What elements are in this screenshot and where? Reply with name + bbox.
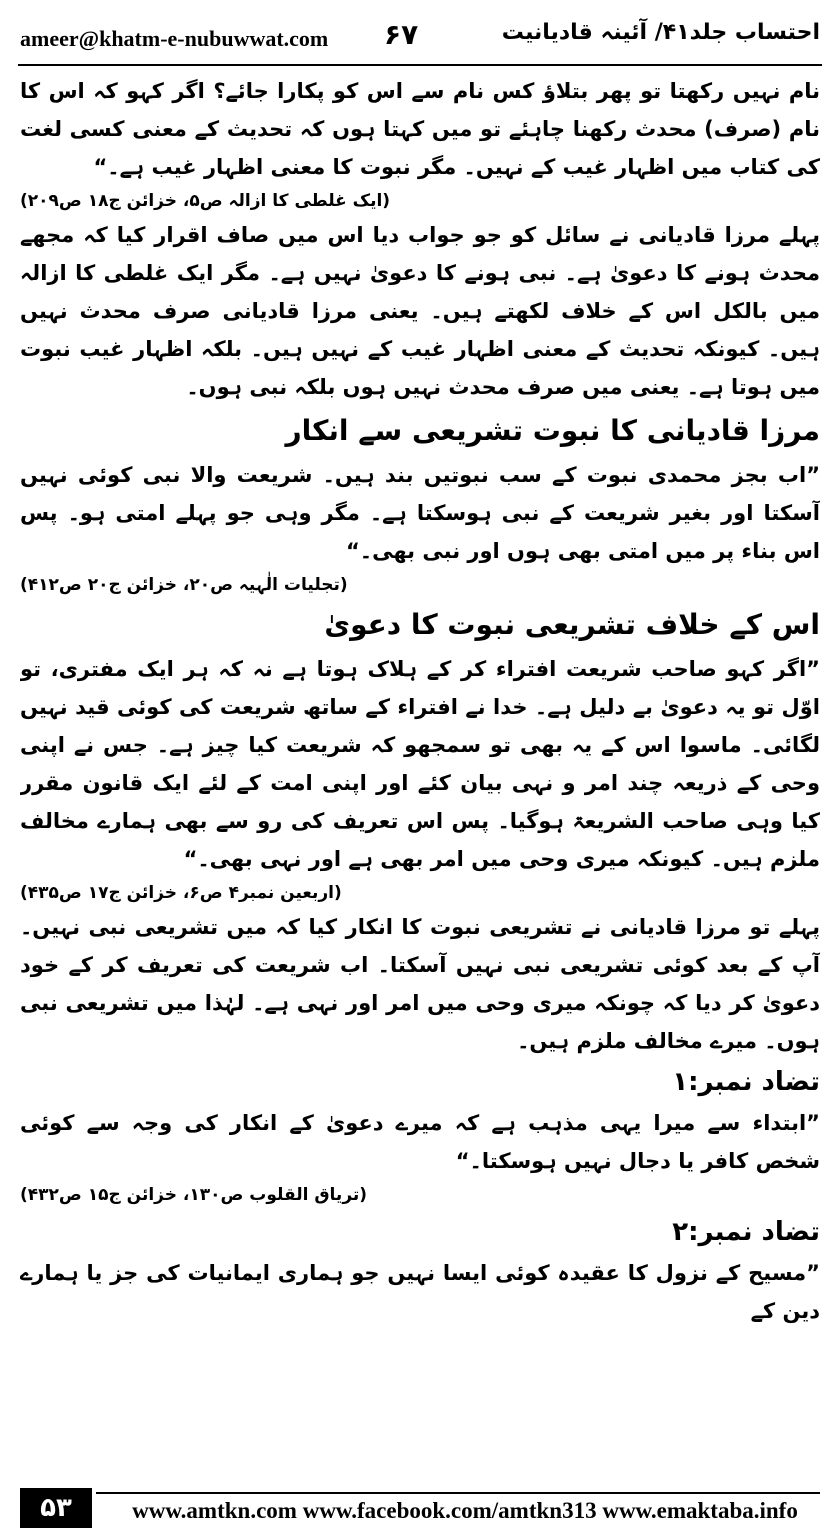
citation-1: (ایک غلطی کا ازالہ ص۵، خزائن ج۱۸ ص۲۰۹) [20,191,391,211]
paragraph-1-text: نام نہیں رکھتا تو پھر بتلاؤ کس نام سے اس کو پکارا جائے؟ اگر کہو کہ اس کا نام (صرف) محدث رکھنا چاہئے تو میں کہتا ہوں کہ تحدیث کے معنی کسی لغت کی کتاب میں اظہار غیب کے نہیں۔ مگر نبوت کا معنی اظہار غیب ہے۔“ [20,79,820,179]
header-email: ameer@khatm-e-nubuwwat.com [20,26,329,51]
paragraph-3-text: ”اب بجز محمدی نبوت کے سب نبوتیں بند ہیں۔ شریعت والا نبی کوئی نہیں آسکتا اور بغیر شریعت کے نبی ہوسکتا ہے۔ مگر وہی جو پہلے امتی ہو۔ پس اس بناء پر میں امتی بھی ہوں اور نبی بھی۔“ [20,463,820,563]
page-body [20,72,820,1474]
footer-page-badge: ۵۳ [20,1488,92,1528]
section-heading-1: مرزا قادیانی کا نبوت تشریعی سے انکار [285,414,820,447]
section-heading-2: اس کے خلاف تشریعی نبوت کا دعویٰ [324,608,820,641]
paragraph-7: ”مسیح کے نزول کا عقیدہ کوئی ایسا نہیں جو ہماری ایمانیات کی جز یا ہمارے دین کے [20,1261,820,1323]
paragraph-4 [20,650,820,908]
citation-4: (تریاق القلوب ص۱۳۰، خزائن ج۱۵ ص۴۳۲) [20,1185,368,1205]
paragraph-1 [20,72,820,216]
paragraph-6-text: ”ابتداء سے میرا یہی مذہب ہے کہ میرے دعویٰ کے انکار کی وجہ سے کوئی شخص کافر یا دجال نہیں ہوسکتا۔“ [20,1111,820,1173]
header-divider [18,64,822,66]
citation-2: (تجلیات الٰہیہ ص۲۰، خزائن ج۲۰ ص۴۱۲) [20,575,348,595]
page-number: ۶۷ [384,18,419,51]
footer-urls: www.amtkn.com www.facebook.com/amtkn313 www.emaktaba.info [132,1498,798,1523]
contradiction-heading-2: تضاد نمبر:۲ [672,1217,820,1247]
paragraph-4-text: ”اگر کہو صاحب شریعت افتراء کر کے ہلاک ہوتا ہے نہ کہ ہر ایک مفتری، تو اوّل تو یہ دعویٰ بے دلیل ہے۔ خدا نے افتراء کے ساتھ شریعت کی کوئی قید نہیں لگائی۔ ماسوا اس کے یہ بھی تو سمجھو کہ شریعت کیا چیز ہے۔ جس نے اپنی وحی کے ذریعہ چند امر و نہی بیان کئے اور اپنی امت کے لئے ایک قانون مقرر کیا وہی صاحب الشریعۃ ہوگیا۔ پس اس تعریف کی رو سے بھی ہمارے مخالف ملزم ہیں۔ کیونکہ میری وحی میں امر بھی ہے اور نہی بھی۔“ [20,657,820,871]
citation-3: (اربعین نمبر۴ ص۶، خزائن ج۱۷ ص۴۳۵) [20,883,342,903]
book-title: احتساب جلد۴۱/ آئینہ قادیانیت [501,20,820,45]
paragraph-6 [20,1104,820,1210]
paragraph-5: پہلے تو مرزا قادیانی نے تشریعی نبوت کا انکار کیا کہ میں تشریعی نبی نہیں۔ آپ کے بعد کوئی تشریعی نبی نہیں آسکتا۔ اب شریعت کی تعریف کر کے خود دعویٰ کر دیا کہ چونکہ میری وحی میں امر اور نہی ہے۔ لہٰذا میں تشریعی نبی ہوں۔ میرے مخالف ملزم ہیں۔ [20,915,820,1053]
footer-divider [96,1492,820,1494]
paragraph-2: پہلے مرزا قادیانی نے سائل کو جو جواب دیا اس میں صاف اقرار کیا کہ مجھے محدث ہونے کا دعویٰ ہے۔ نبی ہونے کا دعویٰ نہیں ہے۔ مگر ایک غلطی کا ازالہ میں بالکل اس کے خلاف لکھتے ہیں۔ یعنی مرزا قادیانی صرف محدث نہیں ہیں۔ کیونکہ تحدیث کے معنی اظہار غیب کے نہیں ہیں۔ بلکہ اظہار غیب نبوت میں ہوتا ہے۔ یعنی میں صرف محدث نہیں ہوں بلکہ نبی ہوں۔ [20,223,820,399]
contradiction-heading-1: تضاد نمبر:۱ [672,1067,820,1097]
paragraph-3 [20,456,820,600]
